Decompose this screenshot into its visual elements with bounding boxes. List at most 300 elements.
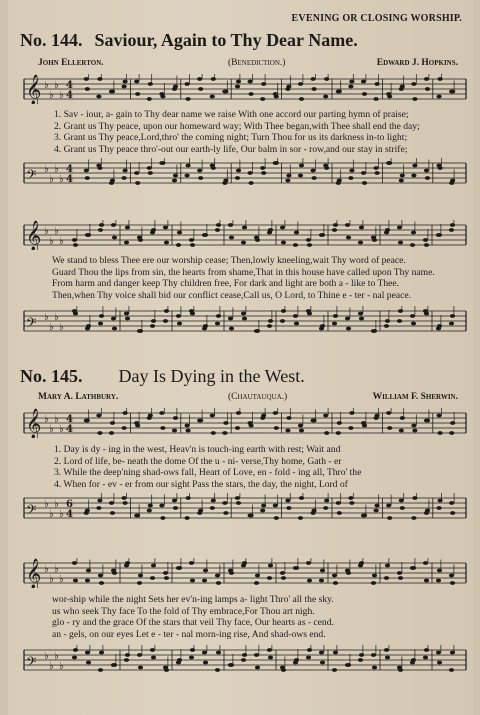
note-head (358, 241, 363, 245)
note-head (228, 317, 233, 321)
note-head (450, 314, 455, 318)
note-head (261, 171, 266, 175)
note-head (437, 414, 442, 418)
hymn-144-verses-system-2 (52, 255, 464, 301)
note-head (190, 243, 195, 247)
note-head (267, 648, 272, 652)
note-head (148, 171, 153, 175)
note-head (273, 504, 278, 508)
note-head (438, 166, 443, 170)
flat-icon: ♭ (54, 312, 59, 323)
note-head (274, 95, 279, 99)
note-head (411, 174, 416, 178)
note-head (138, 574, 143, 578)
note-head (274, 516, 279, 520)
note-head (337, 511, 342, 515)
note-head (186, 164, 191, 168)
note-head (400, 416, 405, 420)
note-head (375, 171, 380, 175)
note-head (437, 95, 442, 99)
hymn-145-verses-system-1 (54, 444, 466, 490)
note-head (177, 658, 182, 662)
author: Mary A. Lathbury. (38, 392, 119, 402)
flat-icon: ♭ (59, 174, 64, 185)
note-head (307, 648, 312, 652)
note-head (268, 656, 273, 660)
note-head (424, 579, 429, 583)
verse-line: us who seek Thy face To the fold of Thy embrace,For Thou art nigh. (52, 605, 315, 617)
note-head (386, 504, 391, 508)
note-head (202, 651, 207, 655)
flat-icon: ♭ (49, 509, 54, 520)
note-head (319, 579, 324, 583)
note-head (99, 223, 104, 227)
note-head (84, 169, 89, 173)
flat-icon: ♭ (59, 424, 64, 435)
meter-sign: 4 (66, 164, 73, 175)
note-head (215, 668, 220, 672)
bass-clef-icon: 𝄢 (26, 502, 37, 521)
note-head (333, 223, 338, 227)
note-head (425, 176, 430, 180)
note-head (242, 226, 247, 230)
note-head (324, 77, 329, 81)
note-head (400, 174, 405, 178)
note-head (346, 236, 351, 240)
note-head (312, 509, 317, 513)
note-head (125, 561, 130, 565)
note-head (424, 243, 429, 247)
verse-line: glo - ry and the grace Of the stars that veil Thy face, Our hearts as - cend. (52, 617, 334, 628)
note-head (190, 312, 195, 316)
note-head (345, 317, 350, 321)
note-head (163, 319, 168, 323)
note-head (222, 501, 227, 505)
note-head (148, 504, 153, 508)
note-head (359, 561, 364, 565)
music-staff-bass (20, 493, 470, 523)
note-head (197, 77, 202, 81)
note-head (398, 241, 403, 245)
note-head (176, 243, 181, 247)
note-head (412, 97, 417, 101)
flat-icon: ♭ (54, 414, 59, 425)
meter-sign: 4 (66, 90, 73, 101)
note-head (362, 92, 367, 96)
hymn-number: No. 144. (20, 30, 83, 50)
flat-icon: ♭ (49, 574, 54, 585)
note-head (436, 651, 441, 655)
bass-clef-icon: 𝄢 (26, 315, 37, 334)
note-head (124, 312, 129, 316)
note-head (236, 169, 241, 173)
note-head (268, 319, 273, 323)
note-head (138, 238, 143, 242)
note-head (337, 421, 342, 425)
note-head (148, 82, 153, 86)
note-head (425, 509, 430, 513)
note-head (349, 80, 354, 84)
note-head (109, 501, 114, 505)
note-head (320, 661, 325, 665)
note-head (159, 504, 164, 508)
note-head (260, 97, 265, 101)
note-head (358, 658, 363, 662)
note-head (223, 90, 228, 94)
note-head (211, 499, 216, 503)
note-head (255, 574, 260, 578)
note-head (412, 429, 417, 433)
note-head (294, 322, 299, 326)
hymn-145-title (20, 366, 305, 387)
note-head (337, 179, 342, 183)
note-head (111, 317, 116, 321)
verse-line: 3. While the deep'ning shad-ows fall, Heart of Love, en - fold - ing all, Thro' the (54, 467, 362, 478)
note-head (323, 414, 328, 418)
verse-line: 1. Day is dy - ing in the west, Heav'n is touch-ing earth with rest; Wait and (54, 444, 341, 455)
note-head (84, 77, 89, 81)
note-head (160, 426, 165, 430)
composer: William F. Sherwin. (372, 392, 458, 402)
note-head (306, 561, 311, 565)
note-head (333, 651, 338, 655)
note-head (222, 431, 227, 435)
note-head (85, 651, 90, 655)
note-head (150, 324, 155, 328)
note-head (148, 414, 153, 418)
note-head (349, 501, 354, 505)
tune-name: (Chautauqua.) (228, 392, 288, 402)
note-head (320, 569, 325, 573)
note-head (190, 648, 195, 652)
note-head (345, 223, 350, 227)
treble-clef-icon: 𝄞 (26, 221, 42, 250)
verse-line: 3. Grant us Thy peace,Lord,thro' the coming night; Turn Thou for us its darkness in-to light; (54, 132, 408, 143)
note-head (450, 223, 455, 227)
music-staff-treble (20, 558, 470, 588)
note-head (411, 516, 416, 520)
note-head (235, 85, 240, 89)
note-head (137, 653, 142, 657)
note-head (215, 228, 220, 232)
verse-line: We stand to bless Thee ere our worship cease; Then,lowly kneeling,wait Thy word of peace. (52, 255, 406, 266)
treble-clef-icon: 𝄞 (26, 75, 42, 104)
note-head (294, 658, 299, 662)
note-head (398, 309, 403, 313)
note-head (109, 431, 114, 435)
note-head (122, 496, 127, 500)
note-head (173, 174, 178, 178)
note-head (110, 511, 115, 515)
note-head (125, 653, 130, 657)
verse-line: 4. Grant us Thy peace thro'-out our earth-ly life, Our balm in sor - row,and our stay in strife; (54, 143, 408, 155)
note-head (229, 236, 234, 240)
note-head (73, 243, 78, 247)
note-head (122, 426, 127, 430)
note-head (371, 653, 376, 657)
note-head (397, 226, 402, 230)
flat-icon: ♭ (54, 80, 59, 91)
note-head (449, 574, 454, 578)
note-head (248, 171, 253, 175)
note-head (374, 166, 379, 170)
note-head (97, 166, 102, 170)
note-head (267, 324, 272, 328)
note-head (160, 95, 165, 99)
note-head (286, 416, 291, 420)
note-head (163, 571, 168, 575)
note-head (236, 411, 241, 415)
note-head (185, 424, 190, 428)
note-head (236, 80, 241, 84)
note-head (223, 179, 228, 183)
note-head (375, 504, 380, 508)
note-head (449, 228, 454, 232)
note-head (299, 164, 304, 168)
music-staff-bass (20, 306, 470, 336)
note-head (298, 82, 303, 86)
note-head (375, 414, 380, 418)
note-head (399, 429, 404, 433)
note-head (320, 324, 325, 328)
note-head (242, 561, 247, 565)
note-head (294, 566, 299, 570)
flat-icon: ♭ (44, 312, 49, 323)
note-head (323, 95, 328, 99)
note-head (411, 424, 416, 428)
note-head (285, 179, 290, 183)
note-head (123, 411, 128, 415)
note-head (298, 516, 303, 520)
flat-icon: ♭ (54, 226, 59, 237)
note-head (384, 648, 389, 652)
note-head (286, 174, 291, 178)
note-head (384, 576, 389, 580)
note-head (125, 317, 130, 321)
note-head (399, 499, 404, 503)
note-head (85, 87, 90, 91)
note-head (203, 569, 208, 573)
flat-icon: ♭ (44, 651, 49, 662)
note-head (150, 648, 155, 652)
note-head (112, 663, 117, 667)
hymnal-page (8, 0, 474, 715)
note-head (336, 501, 341, 505)
note-head (397, 571, 402, 575)
note-head (285, 429, 290, 433)
note-head (372, 238, 377, 242)
note-head (173, 416, 178, 420)
note-head (423, 656, 428, 660)
note-head (450, 179, 455, 183)
note-head (123, 501, 128, 505)
note-head (203, 233, 208, 237)
note-head (85, 176, 90, 180)
note-head (185, 82, 190, 86)
note-head (112, 327, 117, 331)
flat-icon: ♭ (59, 574, 64, 585)
note-head (112, 571, 117, 575)
flat-icon: ♭ (49, 424, 54, 435)
note-head (436, 579, 441, 583)
note-head (450, 421, 455, 425)
flat-icon: ♭ (44, 564, 49, 575)
note-head (311, 169, 316, 173)
note-head (98, 322, 103, 326)
note-head (346, 663, 351, 667)
flat-icon: ♭ (49, 661, 54, 672)
note-head (164, 576, 169, 580)
meter-sign: 4 (66, 414, 73, 425)
note-head (260, 509, 265, 513)
note-head (164, 309, 169, 313)
note-head (215, 322, 220, 326)
music-staff-treble (20, 408, 470, 438)
note-head (111, 223, 116, 227)
note-head (235, 496, 240, 500)
note-head (333, 314, 338, 318)
hymn-144-verses-system-1 (54, 109, 466, 155)
note-head (437, 506, 442, 510)
note-head (138, 329, 143, 333)
note-head (281, 241, 286, 245)
author: John Ellerton. (38, 58, 104, 68)
note-head (241, 241, 246, 245)
note-head (211, 431, 216, 435)
note-head (267, 576, 272, 580)
note-head (280, 571, 285, 575)
note-head (248, 80, 253, 84)
note-head (281, 576, 286, 580)
note-head (135, 424, 140, 428)
note-head (306, 656, 311, 660)
note-head (228, 223, 233, 227)
note-head (185, 516, 190, 520)
verse-line: Then,when Thy voice shall bid our conflict cease,Call us, O Lord, to Thine e - ter - nal peace. (52, 289, 412, 301)
note-head (438, 431, 443, 435)
note-head (348, 85, 353, 89)
note-head (122, 85, 127, 89)
note-head (97, 499, 102, 503)
note-head (358, 312, 363, 316)
note-head (299, 496, 304, 500)
note-head (346, 327, 351, 331)
note-head (261, 504, 266, 508)
note-head (425, 419, 430, 423)
verse-line: 1. Sav - iour, a- gain to Thy dear name we raise With one accord our parting hymn of praise; (54, 109, 409, 120)
note-head (98, 228, 103, 232)
note-head (450, 90, 455, 94)
note-head (311, 77, 316, 81)
note-head (438, 499, 443, 503)
note-head (72, 656, 77, 660)
flat-icon: ♭ (54, 651, 59, 662)
flat-icon: ♭ (44, 414, 49, 425)
note-head (273, 411, 278, 415)
flat-icon: ♭ (49, 174, 54, 185)
note-head (72, 561, 77, 565)
note-head (359, 653, 364, 657)
music-staff-bass (20, 645, 470, 675)
note-head (138, 666, 143, 670)
note-head (437, 569, 442, 573)
note-head (164, 668, 169, 672)
note-head (198, 176, 203, 180)
note-head (312, 419, 317, 423)
note-head (86, 324, 91, 328)
note-head (425, 87, 430, 91)
note-head (268, 228, 273, 232)
note-head (123, 80, 128, 84)
note-head (410, 314, 415, 318)
note-head (215, 574, 220, 578)
note-head (160, 161, 165, 165)
note-head (73, 579, 78, 583)
flat-icon: ♭ (54, 164, 59, 175)
note-head (411, 566, 416, 570)
note-head (281, 668, 286, 672)
flat-icon: ♭ (44, 226, 49, 237)
note-head (280, 226, 285, 230)
note-head (186, 496, 191, 500)
note-head (135, 181, 140, 185)
note-head (198, 87, 203, 91)
note-head (450, 511, 455, 515)
note-head (411, 322, 416, 326)
note-head (299, 429, 304, 433)
note-head (387, 426, 392, 430)
note-head (241, 312, 246, 316)
note-head (147, 97, 152, 101)
bass-clef-icon: 𝄢 (26, 654, 37, 673)
note-head (280, 319, 285, 323)
meter-sign: 4 (66, 80, 73, 91)
note-head (410, 243, 415, 247)
note-head (411, 82, 416, 86)
note-head (346, 571, 351, 575)
note-head (229, 663, 234, 667)
note-head (424, 312, 429, 316)
note-head (177, 322, 182, 326)
note-head (135, 514, 140, 518)
note-head (412, 496, 417, 500)
note-head (261, 82, 266, 86)
note-head (186, 97, 191, 101)
note-head (216, 223, 221, 227)
note-head (372, 574, 377, 578)
note-head (73, 312, 78, 316)
flat-icon: ♭ (49, 90, 54, 101)
note-head (210, 506, 215, 510)
note-head (235, 176, 240, 180)
note-head (99, 651, 104, 655)
note-head (384, 324, 389, 328)
note-head (86, 661, 91, 665)
note-head (324, 431, 329, 435)
note-head (235, 426, 240, 430)
note-head (163, 226, 168, 230)
note-head (332, 668, 337, 672)
note-head (189, 561, 194, 565)
note-head (423, 561, 428, 565)
note-head (324, 499, 329, 503)
note-head (255, 238, 260, 242)
meter-sign: 4 (66, 509, 73, 520)
note-head (437, 324, 442, 328)
note-head (399, 179, 404, 183)
hymn-145-verses-system-2 (52, 594, 464, 640)
verse-line: an - gels, on our eyes Let e - ter - nal morn-ing rise, And shad-ows end. (52, 628, 326, 640)
